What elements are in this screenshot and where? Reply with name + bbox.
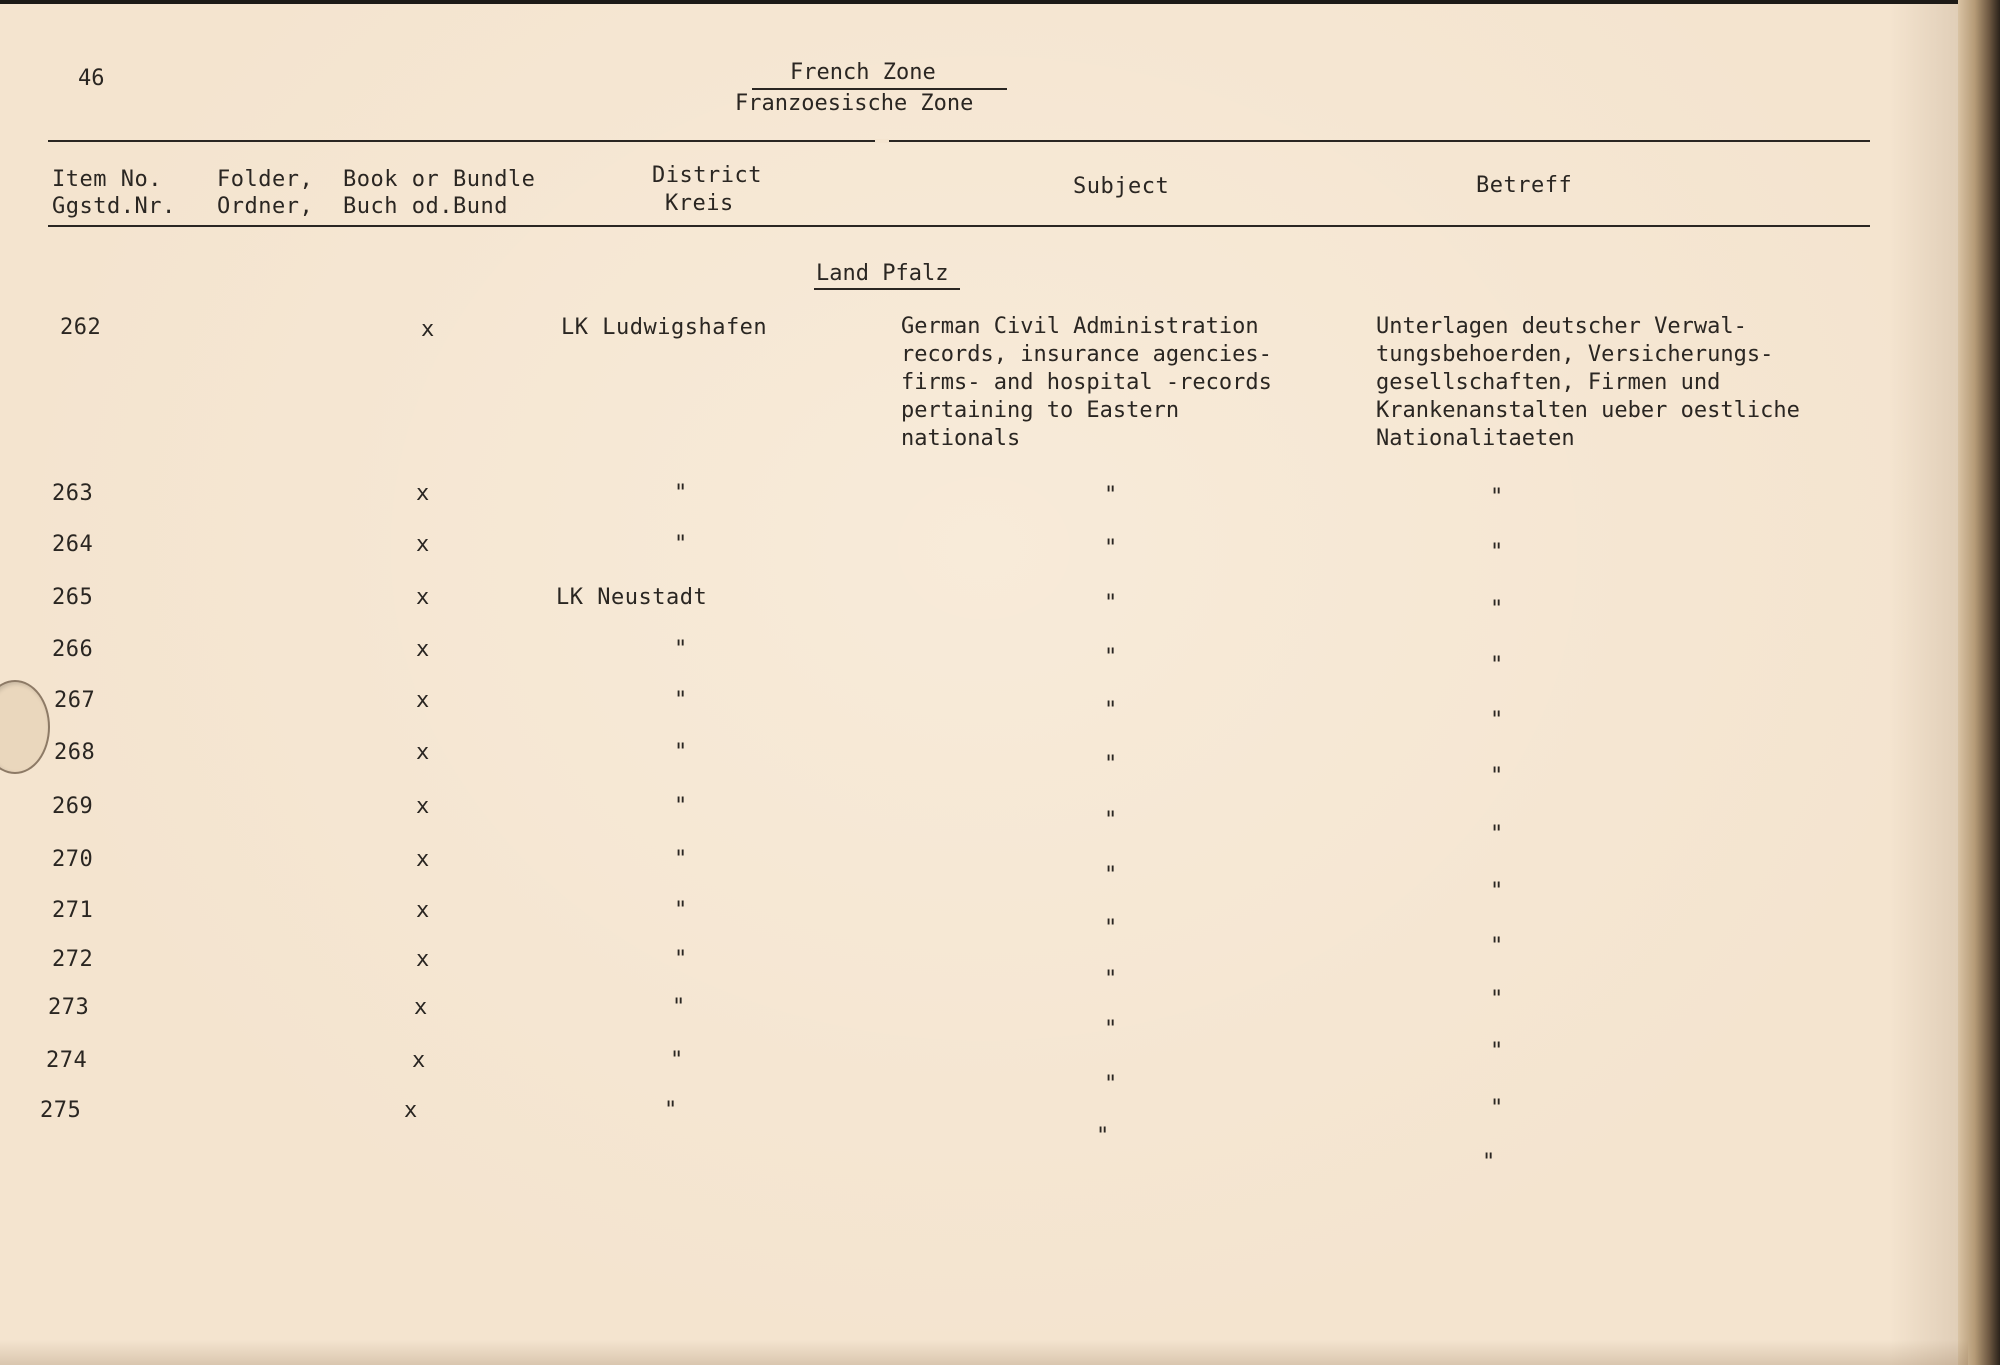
book-mark: x (412, 1048, 426, 1073)
betreff-cell: " (1490, 540, 1504, 565)
item-number: 273 (48, 995, 90, 1020)
header-subject: Subject (1073, 174, 1170, 199)
book-mark: x (416, 898, 430, 923)
zone-title-underline (752, 88, 1007, 90)
district-cell: " (664, 1098, 678, 1123)
book-spine (1958, 0, 2000, 1365)
header-betreff: Betreff (1476, 173, 1573, 198)
book-mark: x (416, 794, 430, 819)
item-number: 262 (60, 315, 102, 340)
header-item-de: Ggstd.Nr. (52, 194, 176, 219)
district-cell: " (674, 688, 688, 713)
book-mark: x (421, 317, 435, 342)
district-cell: LK Ludwigshafen (561, 315, 768, 340)
subject-cell: " (1104, 591, 1118, 616)
subject-cell: " (1104, 483, 1118, 508)
book-mark: x (416, 637, 430, 662)
header-district-en: District (652, 163, 762, 188)
header-top-rule (48, 140, 1870, 142)
betreff-cell: " (1490, 879, 1504, 904)
subject-cell: " (1104, 536, 1118, 561)
betreff-cell: " (1490, 987, 1504, 1012)
subject-cell: " (1104, 1017, 1118, 1042)
subject-cell: " (1104, 808, 1118, 833)
subject-cell: " (1104, 752, 1118, 777)
header-district-de: Kreis (665, 191, 734, 216)
header-bottom-rule (48, 225, 1870, 227)
zone-title-german: Franzoesische Zone (735, 91, 974, 116)
item-number: 272 (52, 947, 94, 972)
subject-cell: " (1104, 916, 1118, 941)
item-number: 271 (52, 898, 94, 923)
betreff-cell: " (1490, 764, 1504, 789)
item-number: 268 (54, 740, 96, 765)
item-number: 266 (52, 637, 94, 662)
book-mark: x (416, 740, 430, 765)
betreff-cell: " (1490, 708, 1504, 733)
district-cell: " (674, 898, 688, 923)
header-folder-de: Ordner, (217, 194, 314, 219)
betreff-cell: Unterlagen deutscher Verwal- tungsbehoerden, Versicherungs- gesellschaften, Firmen und Krankenanstalten ueber oestliche Nationalitaeten (1376, 314, 1800, 451)
subject-cell: " (1096, 1124, 1110, 1149)
header-book-de: Buch od.Bund (343, 194, 508, 219)
item-number: 269 (52, 794, 94, 819)
subject-cell: " (1104, 698, 1118, 723)
zone-title-english: French Zone (790, 60, 936, 85)
page-number: 46 (78, 66, 105, 91)
page-edge-shadow (0, 1340, 1968, 1365)
header-book-en: Book or Bundle (343, 167, 536, 192)
item-number: 264 (52, 532, 94, 557)
betreff-cell: " (1490, 597, 1504, 622)
district-cell: " (674, 532, 688, 557)
subject-cell: " (1104, 967, 1118, 992)
book-mark: x (416, 688, 430, 713)
book-mark: x (416, 481, 430, 506)
book-mark: x (414, 995, 428, 1020)
district-cell: " (674, 740, 688, 765)
subject-cell: " (1104, 645, 1118, 670)
item-number: 267 (54, 688, 96, 713)
header-folder-en: Folder, (217, 167, 314, 192)
book-mark: x (416, 585, 430, 610)
subject-cell: " (1104, 863, 1118, 888)
book-mark: x (416, 532, 430, 557)
item-number: 270 (52, 847, 94, 872)
section-title-underline (814, 288, 960, 290)
district-cell: " (674, 794, 688, 819)
betreff-cell: " (1490, 485, 1504, 510)
book-mark: x (416, 847, 430, 872)
betreff-cell: " (1482, 1150, 1496, 1175)
betreff-cell: " (1490, 822, 1504, 847)
item-number: 275 (40, 1098, 82, 1123)
betreff-cell: " (1490, 934, 1504, 959)
district-cell: " (674, 847, 688, 872)
book-mark: x (416, 947, 430, 972)
header-item-en: Item No. (52, 167, 162, 192)
district-cell: " (672, 995, 686, 1020)
item-number: 265 (52, 585, 94, 610)
item-number: 274 (46, 1048, 88, 1073)
item-number: 263 (52, 481, 94, 506)
betreff-cell: " (1490, 1039, 1504, 1064)
district-cell: LK Neustadt (556, 585, 708, 610)
section-title: Land Pfalz (816, 261, 949, 286)
district-cell: " (674, 947, 688, 972)
header-rule-gap (875, 139, 889, 143)
subject-cell: " (1104, 1072, 1118, 1097)
district-cell: " (674, 481, 688, 506)
district-cell: " (670, 1048, 684, 1073)
district-cell: " (674, 637, 688, 662)
betreff-cell: " (1490, 653, 1504, 678)
book-mark: x (404, 1098, 418, 1123)
betreff-cell: " (1490, 1096, 1504, 1121)
subject-cell: German Civil Administration records, insurance agencies- firms- and hospital -records pertaining to Eastern nationals (901, 314, 1272, 451)
